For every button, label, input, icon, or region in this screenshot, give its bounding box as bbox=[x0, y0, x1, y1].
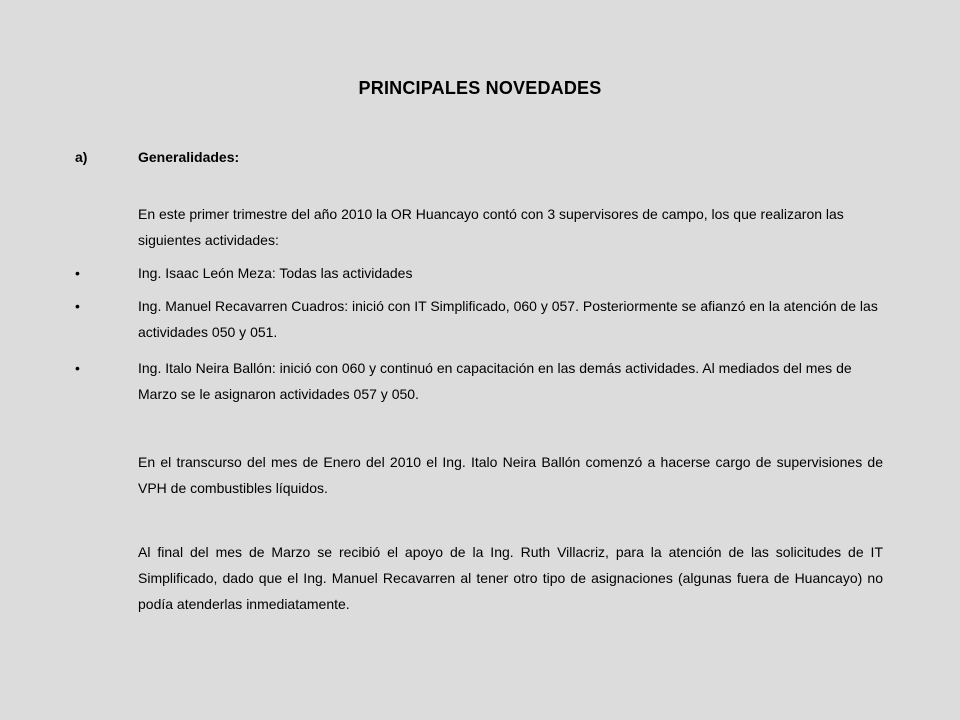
section-label: a) bbox=[75, 149, 88, 165]
page-title: PRINCIPALES NOVEDADES bbox=[358, 78, 602, 98]
bullet-icon: • bbox=[75, 298, 80, 314]
body-paragraph: En el transcurso del mes de Enero del 2010 el Ing. Italo Neira Ballón comenzó a hacerse cargo de supervisiones de VPH de combustibles líquidos. bbox=[138, 454, 883, 496]
bullet-text: Ing. Manuel Recavarren Cuadros: inició con IT Simplificado, 060 y 057. Posteriormente se afianzó en la atención de las actividades 050 y 051. bbox=[138, 298, 878, 340]
intro-paragraph: En este primer trimestre del año 2010 la OR Huancayo contó con 3 supervisores de campo, los que realizaron las siguientes actividades: bbox=[138, 206, 844, 248]
bullet-icon: • bbox=[75, 360, 80, 376]
section-title: Generalidades: bbox=[138, 149, 240, 165]
body-paragraph: Al final del mes de Marzo se recibió el apoyo de la Ing. Ruth Villacriz, para la atención de las solicitudes de IT Simplificado, dado que el Ing. Manuel Recavarren al tener otro tipo de asignaciones (algunas fuera de Huancayo) no podía atenderlas inmediatamente. bbox=[138, 544, 883, 612]
bullet-text: Ing. Isaac León Meza: Todas las actividades bbox=[138, 265, 413, 281]
bullet-icon: • bbox=[75, 265, 80, 281]
bullet-text: Ing. Italo Neira Ballón: inició con 060 y continuó en capacitación en las demás actividades. Al mediados del mes de Marzo se le asignaron actividades 057 y 050. bbox=[138, 360, 852, 402]
section-heading bbox=[75, 149, 239, 165]
